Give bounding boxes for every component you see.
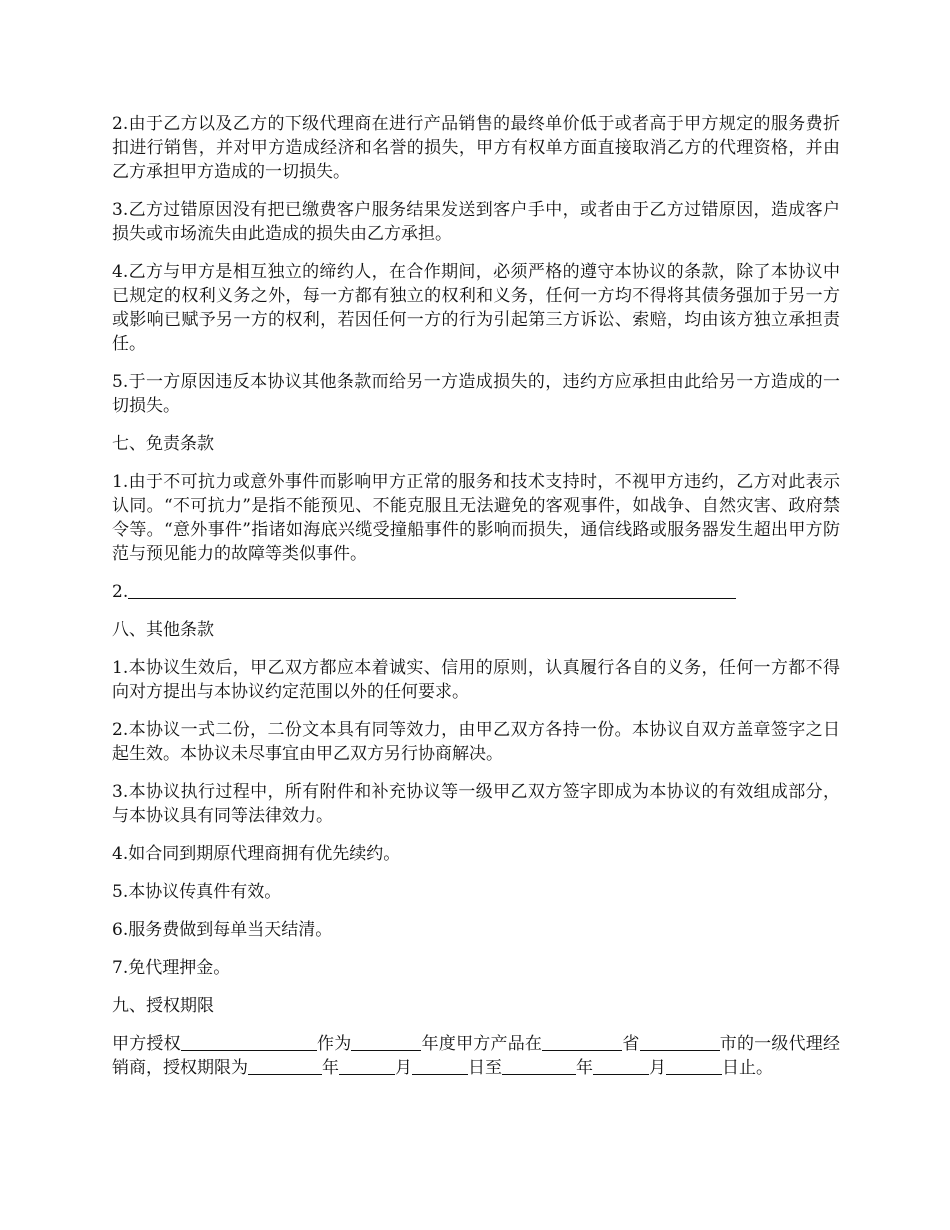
- clause-7-item-2-number: 2.: [112, 582, 129, 602]
- clause-8-item-7: 7.免代理押金。: [112, 958, 231, 978]
- section-heading-8: 八、其他条款: [112, 620, 214, 640]
- auth-text-2: 作为: [316, 1034, 352, 1054]
- end-month-blank: [593, 1056, 649, 1075]
- clause-8-item-2: 2.本协议一式二份，二份文本具有同等效力，由甲乙双方各持一份。本协议自双方盖章签字之日起生效。本协议未尽事宜由甲乙双方另行协商解决。: [112, 720, 840, 764]
- auth-text-1: 甲方授权: [112, 1034, 181, 1054]
- auth-text-6: 年: [322, 1058, 339, 1078]
- fill-in-blank: [128, 580, 736, 599]
- auth-text-11: 日止。: [722, 1058, 773, 1078]
- start-day-blank: [412, 1056, 468, 1075]
- clause-8-item-3: 3.本协议执行过程中，所有附件和补充协议等一级甲乙双方签字即成为本协议的有效组成部分，与本协议具有同等法律效力。: [112, 782, 840, 826]
- city-blank: [640, 1032, 720, 1051]
- clause-6-item-3: 3.乙方过错原因没有把已缴费客户服务结果发送到客户手中，或者由于乙方过错原因，造成客户损失或市场流失由此造成的损失由乙方承担。: [112, 200, 840, 244]
- section-heading-9: 九、授权期限: [112, 996, 214, 1016]
- authorization-paragraph: [112, 1032, 840, 1080]
- auth-text-3: 年度甲方产品在: [421, 1034, 543, 1054]
- clause-7-item-1: 1.由于不可抗力或意外事件而影响甲方正常的服务和技术支持时，不视甲方违约，乙方对此表示认同。“不可抗力”是指不能预见、不能克服且无法避免的客观事件，如战争、自然灾害、政府禁令等。“意外事件”指诸如海底兴缆受撞船事件的影响而损失，通信线路或服务器发生超出甲方防范与预见能力的故障等类似事件。: [112, 472, 840, 564]
- end-year-blank: [502, 1056, 576, 1075]
- end-day-blank: [666, 1056, 722, 1075]
- clause-6-item-2: 2.由于乙方以及乙方的下级代理商在进行产品销售的最终单价低于或者高于甲方规定的服务费折扣进行销售，并对甲方造成经济和名誉的损失，甲方有权单方面直接取消乙方的代理资格，并由乙方承担甲方造成的一切损失。: [112, 114, 840, 182]
- auth-text-7: 月: [395, 1058, 412, 1078]
- auth-text-9: 年: [576, 1058, 593, 1078]
- year-blank: [351, 1032, 421, 1051]
- clause-8-item-5: 5.本协议传真件有效。: [112, 882, 282, 902]
- clause-8-item-6: 6.服务费做到每单当天结清。: [112, 920, 333, 940]
- auth-text-5: 市的一级代理经销商，授权期限为: [112, 1034, 841, 1078]
- clause-6-item-4: 4.乙方与甲方是相互独立的缔约人，在合作期间，必须严格的遵守本协议的条款，除了本协议中已规定的权利义务之外，每一方都有独立的权利和义务，任何一方均不得将其债务强加于另一方或影响已赋予另一方的权利，若因任何一方的行为引起第三方诉讼、索赔，均由该方独立承担责任。: [112, 262, 840, 354]
- document-body: [112, 112, 840, 1094]
- clause-8-item-4: 4.如合同到期原代理商拥有优先续约。: [112, 844, 401, 864]
- start-month-blank: [339, 1056, 395, 1075]
- party-name-blank: [181, 1032, 317, 1051]
- clause-7-item-2: [112, 580, 840, 604]
- start-year-blank: [248, 1056, 322, 1075]
- clause-8-item-1: 1.本协议生效后，甲乙双方都应本着诚实、信用的原则，认真履行各自的义务，任何一方都不得向对方提出与本协议约定范围以外的任何要求。: [112, 658, 840, 702]
- section-heading-7: 七、免责条款: [112, 434, 214, 454]
- auth-text-8: 日至: [468, 1058, 502, 1078]
- auth-text-4: 省: [622, 1034, 640, 1054]
- clause-6-item-5: 5.于一方原因违反本协议其他条款而给另一方造成损失的，违约方应承担由此给另一方造成的一切损失。: [112, 372, 840, 416]
- auth-text-10: 月: [649, 1058, 666, 1078]
- province-blank: [542, 1032, 622, 1051]
